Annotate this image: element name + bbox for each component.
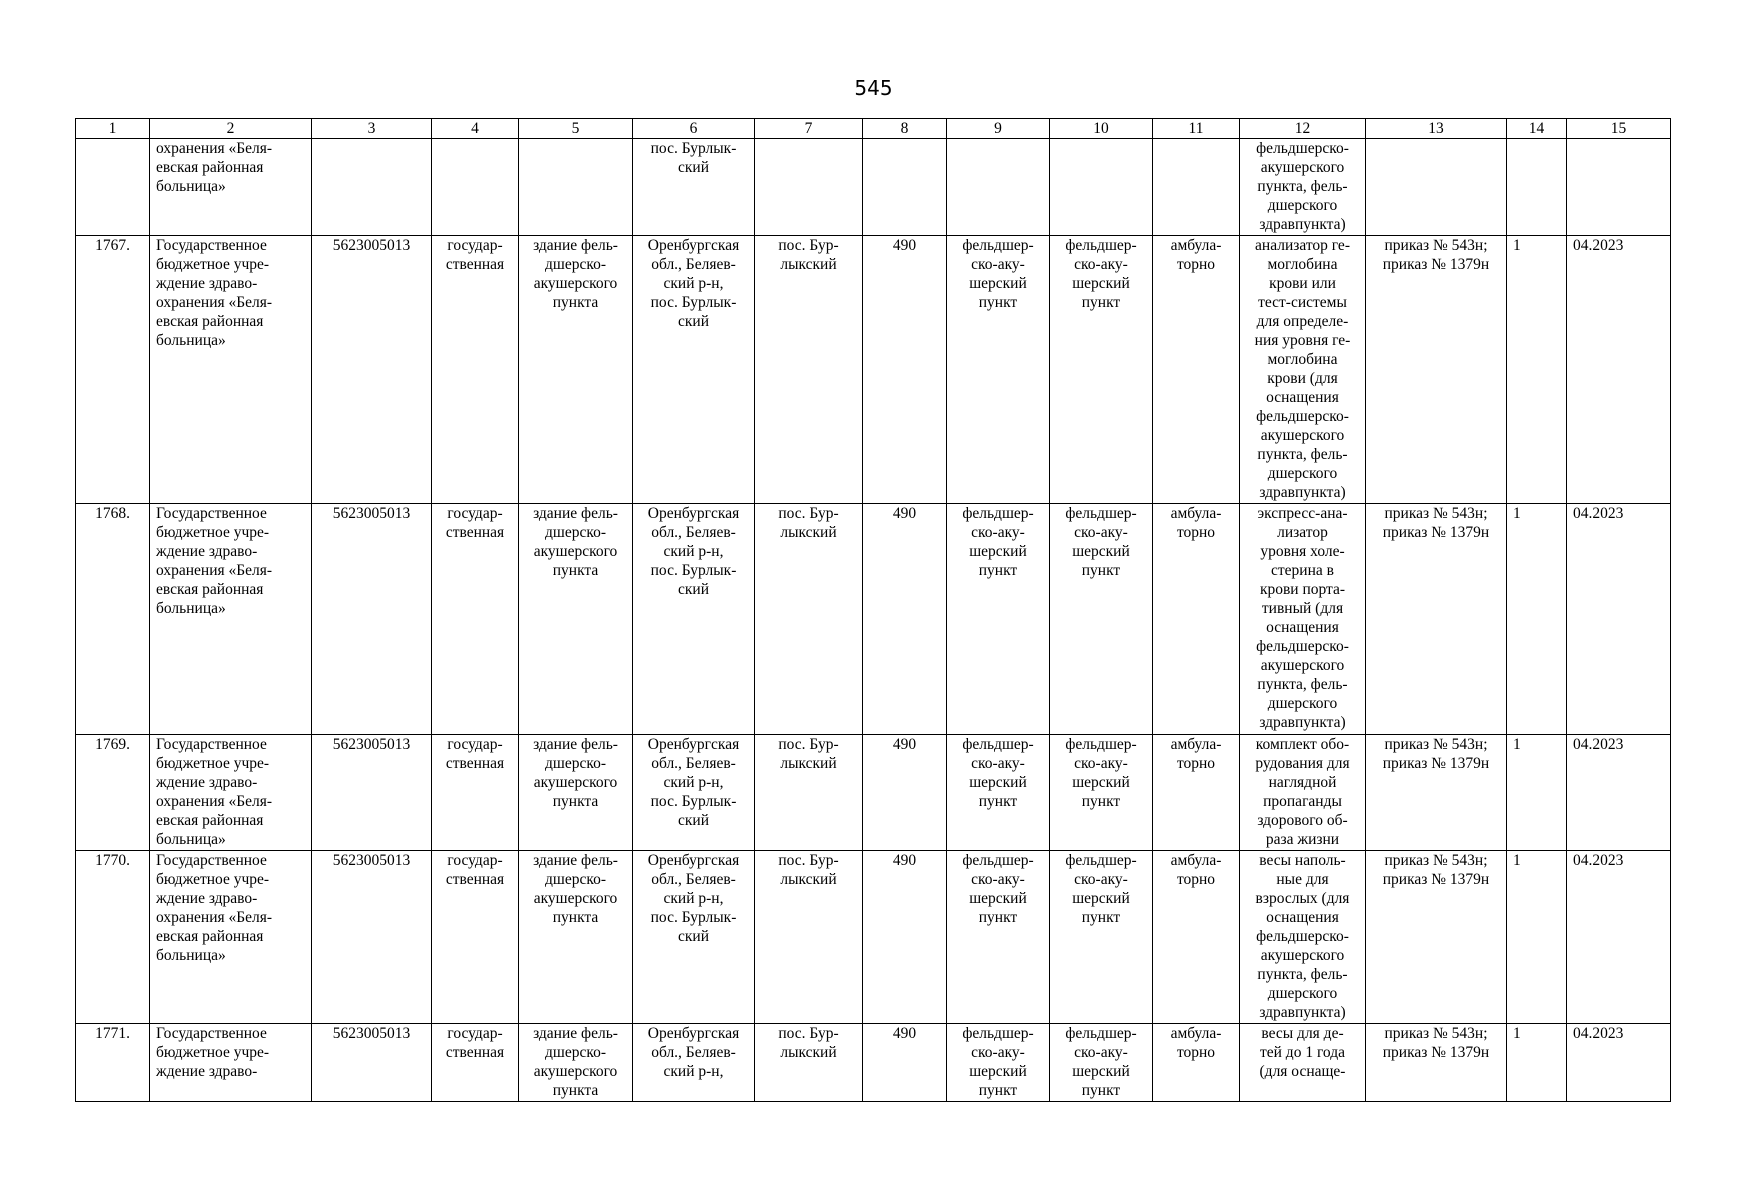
column-header: 7 [755,119,863,139]
table-row [76,735,1671,851]
cell-settlement [755,139,863,236]
column-header: 11 [1153,119,1240,139]
column-header: 5 [519,119,633,139]
cell-date: 04.2023 [1567,735,1671,851]
cell-quantity: 1 [1507,851,1567,1024]
cell-order [1366,139,1507,236]
column-header: 6 [633,119,755,139]
cell-inn [312,139,432,236]
cell-care-form: амбула- торно [1153,1024,1240,1102]
cell-date [1567,139,1671,236]
cell-unit: фельдшер- ско-аку- шерский пункт [1050,1024,1153,1102]
cell-care-form [1153,139,1240,236]
column-header: 8 [863,119,947,139]
column-header: 14 [1507,119,1567,139]
cell-date: 04.2023 [1567,236,1671,504]
cell-number: 1771. [76,1024,150,1102]
cell-date: 04.2023 [1567,504,1671,735]
cell-building: здание фель- дшерско- акушерского пункта [519,236,633,504]
column-header: 10 [1050,119,1153,139]
cell-order: приказ № 543н; приказ № 1379н [1366,236,1507,504]
data-table [75,118,1671,1102]
cell-equipment: фельдшерско- акушерского пункта, фель- дшерского здравпункта) [1240,139,1366,236]
cell-code: 490 [863,851,947,1024]
header-row [76,119,1671,139]
cell-unit: фельдшер- ско-аку- шерский пункт [1050,236,1153,504]
table-row [76,139,1671,236]
cell-quantity: 1 [1507,236,1567,504]
cell-code: 490 [863,735,947,851]
cell-unit-type: фельдшер- ско-аку- шерский пункт [947,236,1050,504]
cell-institution: Государственное бюджетное учре- ждение здраво- охранения «Беля- евская районная больница» [150,851,312,1024]
cell-unit-type: фельдшер- ско-аку- шерский пункт [947,504,1050,735]
cell-number: 1769. [76,735,150,851]
cell-number: 1770. [76,851,150,1024]
cell-unit: фельдшер- ско-аку- шерский пункт [1050,504,1153,735]
cell-institution: Государственное бюджетное учре- ждение здраво- [150,1024,312,1102]
cell-inn: 5623005013 [312,236,432,504]
cell-care-form: амбула- торно [1153,236,1240,504]
column-header: 13 [1366,119,1507,139]
cell-address: Оренбургская обл., Беляев- ский р-н, пос. Бурлык- ский [633,851,755,1024]
cell-building: здание фель- дшерско- акушерского пункта [519,735,633,851]
cell-address: пос. Бурлык- ский [633,139,755,236]
table-row [76,504,1671,735]
cell-quantity [1507,139,1567,236]
cell-institution: Государственное бюджетное учре- ждение здраво- охранения «Беля- евская районная больница» [150,236,312,504]
cell-institution: Государственное бюджетное учре- ждение здраво- охранения «Беля- евская районная больница» [150,735,312,851]
cell-equipment: экспресс-ана- лизатор уровня холе- стерина в крови порта- тивный (для оснащения фельдшерско- акушерского пункта, фель- дшерского здравпункта) [1240,504,1366,735]
column-header: 9 [947,119,1050,139]
cell-quantity: 1 [1507,504,1567,735]
cell-settlement: пос. Бур- лыкский [755,851,863,1024]
cell-ownership: государ- ственная [432,1024,519,1102]
cell-code: 490 [863,1024,947,1102]
cell-building [519,139,633,236]
cell-order: приказ № 543н; приказ № 1379н [1366,735,1507,851]
cell-ownership: государ- ственная [432,236,519,504]
column-header: 3 [312,119,432,139]
cell-care-form: амбула- торно [1153,735,1240,851]
cell-date: 04.2023 [1567,1024,1671,1102]
cell-settlement: пос. Бур- лыкский [755,735,863,851]
cell-settlement: пос. Бур- лыкский [755,1024,863,1102]
column-header: 2 [150,119,312,139]
cell-care-form: амбула- торно [1153,504,1240,735]
cell-unit-type: фельдшер- ско-аку- шерский пункт [947,851,1050,1024]
cell-equipment: весы для де- тей до 1 года (для оснаще- [1240,1024,1366,1102]
cell-inn: 5623005013 [312,504,432,735]
cell-number: 1768. [76,504,150,735]
cell-address: Оренбургская обл., Беляев- ский р-н, пос. Бурлык- ский [633,504,755,735]
cell-order: приказ № 543н; приказ № 1379н [1366,504,1507,735]
cell-order: приказ № 543н; приказ № 1379н [1366,1024,1507,1102]
cell-unit-type: фельдшер- ско-аку- шерский пункт [947,1024,1050,1102]
cell-unit [1050,139,1153,236]
page-number: 545 [854,76,893,100]
cell-address: Оренбургская обл., Беляев- ский р-н, [633,1024,755,1102]
cell-inn: 5623005013 [312,735,432,851]
cell-unit-type: фельдшер- ско-аку- шерский пункт [947,735,1050,851]
cell-unit: фельдшер- ско-аку- шерский пункт [1050,851,1153,1024]
cell-address: Оренбургская обл., Беляев- ский р-н, пос. Бурлык- ский [633,735,755,851]
cell-code: 490 [863,504,947,735]
cell-code: 490 [863,236,947,504]
table-row [76,851,1671,1024]
cell-date: 04.2023 [1567,851,1671,1024]
cell-code [863,139,947,236]
cell-equipment: комплект обо- рудования для наглядной пропаганды здорового об- раза жизни [1240,735,1366,851]
column-header: 1 [76,119,150,139]
cell-address: Оренбургская обл., Беляев- ский р-н, пос. Бурлык- ский [633,236,755,504]
cell-order: приказ № 543н; приказ № 1379н [1366,851,1507,1024]
column-header: 12 [1240,119,1366,139]
cell-ownership: государ- ственная [432,504,519,735]
cell-institution: Государственное бюджетное учре- ждение здраво- охранения «Беля- евская районная больница» [150,504,312,735]
cell-inn: 5623005013 [312,851,432,1024]
column-header: 15 [1567,119,1671,139]
column-header: 4 [432,119,519,139]
cell-building: здание фель- дшерско- акушерского пункта [519,504,633,735]
cell-building: здание фель- дшерско- акушерского пункта [519,851,633,1024]
table-row [76,236,1671,504]
cell-quantity: 1 [1507,1024,1567,1102]
cell-institution: охранения «Беля- евская районная больница» [150,139,312,236]
cell-quantity: 1 [1507,735,1567,851]
cell-building: здание фель- дшерско- акушерского пункта [519,1024,633,1102]
cell-equipment: весы наполь- ные для взрослых (для оснащения фельдшерско- акушерского пункта, фель- дшерского здравпункта) [1240,851,1366,1024]
cell-number: 1767. [76,236,150,504]
cell-settlement: пос. Бур- лыкский [755,236,863,504]
cell-inn: 5623005013 [312,1024,432,1102]
cell-unit: фельдшер- ско-аку- шерский пункт [1050,735,1153,851]
cell-ownership: государ- ственная [432,851,519,1024]
cell-number [76,139,150,236]
cell-care-form: амбула- торно [1153,851,1240,1024]
cell-ownership: государ- ственная [432,735,519,851]
cell-ownership [432,139,519,236]
cell-equipment: анализатор ге- моглобина крови или тест-системы для определе- ния уровня ге- моглобина крови (для оснащения фельдшерско- акушерского пункта, фель- дшерского здравпункта) [1240,236,1366,504]
table-row [76,1024,1671,1102]
cell-settlement: пос. Бур- лыкский [755,504,863,735]
cell-unit-type [947,139,1050,236]
